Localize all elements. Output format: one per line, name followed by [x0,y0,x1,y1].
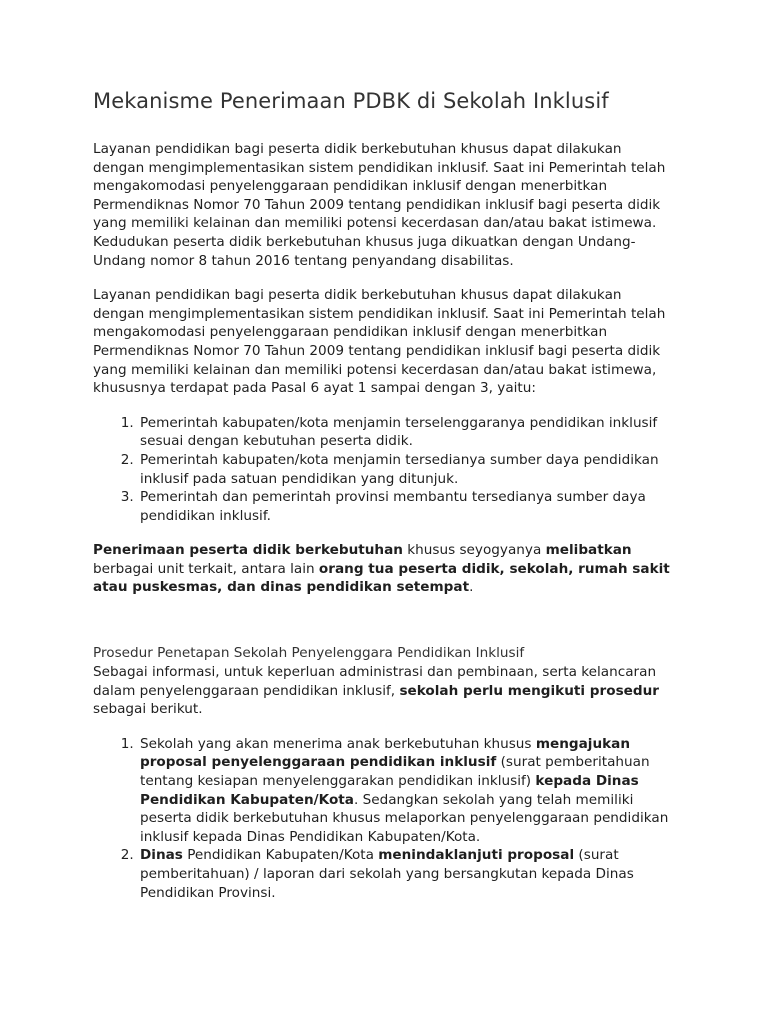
bold-text: Dinas [140,847,183,864]
section-heading: Prosedur Penetapan Sekolah Penyelenggara Pendidikan Inklusif [93,645,525,662]
spacer [93,613,676,643]
text-run: Sebagai informasi, untuk keperluan administrasi dan pembinaan, serta kelancaran dalam penyelenggaraan pendidikan inklusif, [93,664,657,699]
text-run: berbagai unit terkait, antara lain [93,560,319,577]
bold-text: kepada Dinas Pendidikan Kabupaten/Kota [140,773,639,808]
text-run: . Sedangkan sekolah yang telah memiliki peserta didik berkebutuhan khusus melaporkan penyelenggaraan pendidikan inklusif kepada Dinas Pendidikan Kabupaten/Kota. [140,791,669,845]
text-run: . [469,579,474,596]
text-run: (surat pemberitahuan tentang kesiapan menyelenggarakan pendidikan inklusif) [140,754,650,790]
text-run: Pendidikan Kabupaten/Kota [182,847,379,864]
page-title: Mekanisme Penerimaan PDBK di Sekolah Inklusif [93,89,609,113]
prosedur-list [93,735,676,902]
paragraph-permendiknas: Layanan pendidikan bagi peserta didik berkebutuhan khusus dapat dilakukan dengan mengimplementasikan sistem pendidikan inklusif. Saat ini Pemerintah telah mengakomodasi penyelenggaraan pendidikan inklusif dengan menerbitkan Permendiknas Nomor 70 Tahun 2009 tentang pendidikan inklusif bagi peserta didik yang memiliki kelainan dan memiliki potensi kecerdasan dan/atau bakat istimewa, khususnya terdapat pada Pasal 6 ayat 1 sampai dengan 3, yaitu: [93,287,666,397]
bold-text: melibatkan [545,542,632,559]
list-item [138,846,676,902]
list-item: 2. Pemerintah kabupaten/kota menjamin tersedianya sumber daya pendidikan inklusif pada satuan pendidikan yang ditunjuk. [138,451,676,488]
bold-text: menindaklanjuti proposal [378,847,575,864]
text-run: khusus seyogyanya [402,542,546,559]
text-run: Sekolah yang akan menerima anak berkebutuhan khusus [140,735,536,752]
list-item: 3. Pemerintah dan pemerintah provinsi membantu tersedianya sumber daya pendidikan inklusif. [138,488,676,525]
bold-text: sekolah perlu mengikuti prosedur [399,682,659,699]
paragraph-prosedur [93,663,676,719]
list-item: 1. Pemerintah kabupaten/kota menjamin terselenggaranya pendidikan inklusif sesuai dengan kebutuhan peserta didik. [138,414,676,451]
bold-text: mengajukan proposal penyelenggaraan pendidikan inklusif [140,735,631,771]
text-run: sebagai berikut. [93,701,203,718]
bold-text: orang tua peserta didik, sekolah, rumah sakit atau puskesmas, dan dinas pendidikan setempat [93,560,670,596]
text-run: (surat pemberitahuan) / laporan dari sekolah yang bersangkutan kepada Dinas Pendidikan Provinsi. [140,847,634,901]
paragraph-intro: Layanan pendidikan bagi peserta didik berkebutuhan khusus dapat dilakukan dengan mengimplementasikan sistem pendidikan inklusif. Saat ini Pemerintah telah mengakomodasi penyelenggaraan pendidikan inklusif dengan menerbitkan Permendiknas Nomor 70 Tahun 2009 tentang pendidikan inklusif bagi peserta didik yang memiliki kelainan dan memiliki potensi kecerdasan dan/atau bakat istimewa. Kedudukan peserta didik berkebutuhan khusus juga dikuatkan dengan Undang-Undang nomor 8 tahun 2016 tentang penyandang disabilitas. [93,141,666,269]
bold-text: Penerimaan peserta didik berkebutuhan [93,542,403,559]
pasal-6-list [93,414,676,526]
list-item [138,735,676,847]
paragraph-penerimaan [93,541,676,597]
